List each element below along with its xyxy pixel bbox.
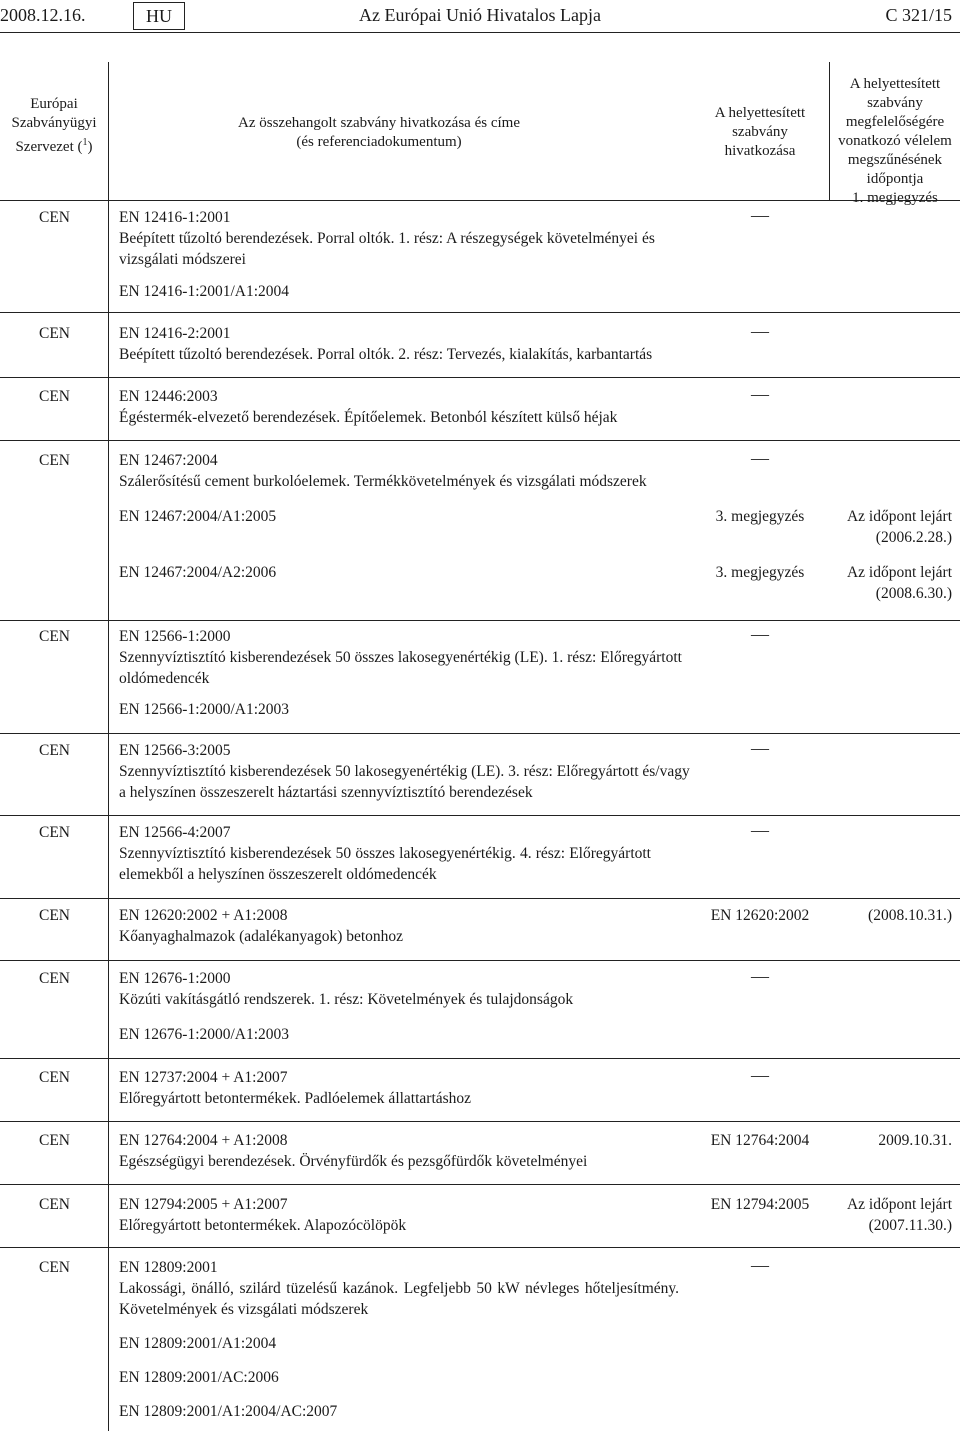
language-code-box: HU [133, 2, 185, 30]
standard-ref: EN 12676-1:2000 [119, 970, 231, 987]
standard-title: Beépített tűzoltó berendezések. Porral oltók. 1. rész: A részegységek követelményei és [119, 230, 655, 247]
replaced-standard: EN 12764:2004 [710, 1132, 810, 1149]
org-cell: CEN [39, 452, 70, 469]
footnote-marker: 1 [82, 137, 88, 148]
header-org: Európai Szabványügyi Szervezet ($^1$) [0, 95, 108, 157]
org-cell: CEN [39, 628, 70, 645]
standard-title: elemekből a helyszínen összeszerelt oldómedencék [119, 866, 437, 883]
standard-title: Szálerősítésű cement burkolóelemek. Termékkövetelmények és vizsgálati módszerek [119, 473, 647, 490]
standard-ref: EN 12446:2003 [119, 388, 218, 405]
row-divider [0, 1058, 960, 1059]
replaced-standard: — [751, 384, 769, 404]
journal-title: Az Európai Unió Hivatalos Lapja [359, 5, 601, 25]
cessation-date: (2007.11.30.) [868, 1217, 952, 1234]
header-org-last-line: Szervezet ($^1$) [15, 137, 93, 155]
replaced-standard: — [751, 321, 769, 341]
org-cell: CEN [39, 970, 70, 987]
cessation-date: (2006.2.28.) [875, 529, 952, 546]
replaced-standard: — [751, 820, 769, 840]
row-divider [0, 733, 960, 734]
row-divider [0, 1247, 960, 1248]
cessation-date: 2009.10.31. [878, 1132, 952, 1149]
page-reference: C 321/15 [885, 5, 952, 25]
row-divider [0, 1121, 960, 1122]
replaced-standard: EN 12620:2002 [710, 907, 810, 924]
row-divider [0, 960, 960, 961]
org-cell: CEN [39, 1259, 70, 1276]
org-cell: CEN [39, 1132, 70, 1149]
amendment-replaced: 3. megjegyzés [715, 508, 805, 525]
standard-ref: EN 12566-1:2000 [119, 628, 231, 645]
replaced-standard: — [751, 1255, 769, 1275]
standard-title: Követelmények és vizsgálati módszerek [119, 1301, 369, 1318]
cessation-date: (2008.10.31.) [868, 907, 952, 924]
header-divider [0, 200, 960, 201]
standard-ref: EN 12620:2002 + A1:2008 [119, 907, 288, 924]
amendment-replaced: 3. megjegyzés [715, 564, 805, 581]
header-replaced: A helyettesített szabvány hivatkozása [714, 105, 806, 159]
amendment-ref: EN 12467:2004/A1:2005 [119, 508, 277, 525]
amendment-ref: EN 12676-1:2000/A1:2003 [119, 1026, 290, 1043]
standard-title: Előregyártott betontermékek. Alapozócölöpök [119, 1217, 407, 1234]
amendment-ref: EN 12467:2004/A2:2006 [119, 564, 277, 581]
replaced-standard: — [751, 966, 769, 986]
header-standard: Az összehangolt szabvány hivatkozása és címe (és referenciadokumentum) [238, 115, 520, 150]
amendment-ref: EN 12566-1:2000/A1:2003 [119, 701, 290, 718]
row-divider [0, 377, 960, 378]
replaced-standard: — [751, 1065, 769, 1085]
standard-title: a helyszínen összeszerelt háztartási szennyvíztisztító berendezések [119, 784, 533, 801]
standard-title: Lakossági, önálló, szilárd tüzelésű kazánok. Legfeljebb 50 kW névleges hőteljesítmény. [119, 1280, 679, 1297]
replaced-standard: — [751, 448, 769, 468]
standard-title: Szennyvíztisztító kisberendezések 50 összes lakosegyenértékig. 4. rész: Előregyártott [119, 845, 651, 862]
standard-title: Beépített tűzoltó berendezések. Porral oltók. 2. rész: Tervezés, kialakítás, karbantartás [119, 346, 653, 363]
row-divider [0, 440, 960, 441]
org-cell: CEN [39, 1069, 70, 1086]
standard-title: oldómedencék [119, 670, 210, 687]
standard-ref: EN 12467:2004 [119, 452, 218, 469]
amendment-ref: EN 12809:2001/AC:2006 [119, 1369, 279, 1386]
header-cessation-date: A helyettesített szabvány megfelelőségére vonatkozó vélelem megszűnésének időpontja 1. megjegyzés [838, 76, 952, 206]
standard-ref: EN 12737:2004 + A1:2007 [119, 1069, 288, 1086]
standard-title: vizsgálati módszerei [119, 251, 246, 268]
amendment-ref: EN 12809:2001/A1:2004/AC:2007 [119, 1403, 338, 1420]
replaced-standard: — [751, 738, 769, 758]
amendment-ref: EN 12809:2001/A1:2004 [119, 1335, 277, 1352]
replaced-standard: EN 12794:2005 [710, 1196, 810, 1213]
standard-ref: EN 12566-4:2007 [119, 824, 231, 841]
standard-title: Szennyvíztisztító kisberendezések 50 összes lakosegyenértékig (LE). 1. rész: Előregyártott [119, 649, 682, 666]
standard-ref: EN 12794:2005 + A1:2007 [119, 1196, 288, 1213]
standard-title: Kőanyaghalmazok (adalékanyagok) betonhoz [119, 928, 404, 945]
cessation-date: Az időpont lejárt [846, 508, 952, 525]
standard-title: Egészségügyi berendezések. Örvényfürdők és pezsgőfürdők követelményei [119, 1153, 588, 1170]
cessation-date: (2008.6.30.) [875, 585, 952, 602]
page-header [0, 0, 960, 33]
org-cell: CEN [39, 1196, 70, 1213]
org-cell: CEN [39, 209, 70, 226]
standard-ref: EN 12416-2:2001 [119, 325, 231, 342]
amendment-ref: EN 12416-1:2001/A1:2004 [119, 283, 290, 300]
replaced-standard: — [751, 205, 769, 225]
standard-title: Égéstermék-elvezető berendezések. Építőelemek. Betonból készített külső héjak [119, 409, 618, 426]
standard-ref: EN 12416-1:2001 [119, 209, 231, 226]
standard-ref: EN 12809:2001 [119, 1259, 218, 1276]
standard-title: Közúti vakításgátló rendszerek. 1. rész: Követelmények és tulajdonságok [119, 991, 574, 1008]
org-cell: CEN [39, 907, 70, 924]
standards-table [0, 62, 960, 1431]
publication-date: 2008.12.16. [0, 5, 86, 25]
row-divider [0, 1184, 960, 1185]
row-divider [0, 620, 960, 621]
standard-title: Előregyártott betontermékek. Padlóelemek állattartáshoz [119, 1090, 472, 1107]
column-divider [108, 62, 109, 1431]
cessation-date: Az időpont lejárt [846, 1196, 952, 1213]
org-cell: CEN [39, 388, 70, 405]
standard-title: Szennyvíztisztító kisberendezések 50 lakosegyenértékig (LE). 3. rész: Előregyártott és/vagy [119, 763, 690, 780]
org-cell: CEN [39, 824, 70, 841]
cessation-date: Az időpont lejárt [846, 564, 952, 581]
org-cell: CEN [39, 742, 70, 759]
standard-ref: EN 12566-3:2005 [119, 742, 231, 759]
org-cell: CEN [39, 325, 70, 342]
row-divider [0, 898, 960, 899]
replaced-standard: — [751, 624, 769, 644]
row-divider [0, 312, 960, 313]
standard-ref: EN 12764:2004 + A1:2008 [119, 1132, 288, 1149]
row-divider [0, 815, 960, 816]
